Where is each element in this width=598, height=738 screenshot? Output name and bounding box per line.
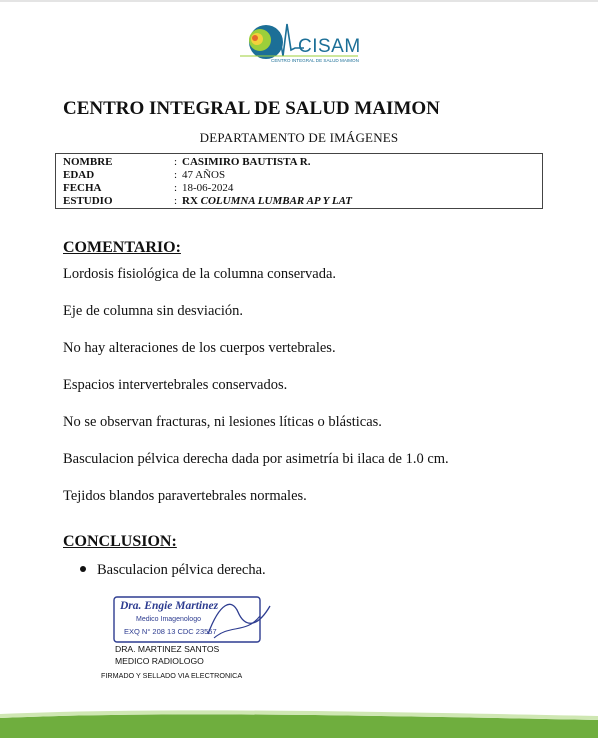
- signature-name: DRA. MARTINEZ SANTOS: [115, 644, 220, 654]
- logo-wordmark: CISAM: [298, 36, 361, 57]
- signature-note: FIRMADO Y SELLADO VIA ELECTRONICA: [101, 671, 243, 680]
- comentario-line: Eje de columna sin desviación.: [63, 303, 243, 319]
- comentario-line: No hay alteraciones de los cuerpos vertebrales.: [63, 340, 336, 356]
- info-value: [182, 194, 352, 208]
- info-separator: :: [174, 195, 178, 207]
- info-value: 47 AÑOS: [182, 169, 226, 181]
- bullet-icon: [80, 566, 86, 572]
- comentario-heading: COMENTARIO:: [63, 239, 181, 256]
- info-value: 18-06-2024: [182, 182, 234, 194]
- stamp-name: Dra. Engie Martinez: [120, 600, 219, 612]
- info-separator: :: [174, 182, 178, 194]
- page-top-border: [0, 0, 598, 2]
- comentario-line: No se observan fracturas, ni lesiones líticas o blásticas.: [63, 414, 382, 430]
- info-separator: :: [174, 156, 178, 168]
- study-name: COLUMNA LUMBAR AP Y LAT: [200, 195, 353, 207]
- comentario-line: Lordosis fisiológica de la columna conservada.: [63, 266, 337, 282]
- cisam-logo: [238, 18, 378, 68]
- comentario-line: Tejidos blandos paravertebrales normales.: [63, 488, 307, 504]
- info-label: FECHA: [63, 182, 102, 194]
- conclusion-heading: CONCLUSION:: [63, 533, 177, 550]
- comentario-line: Basculacion pélvica derecha dada por asimetría bi ilaca de 1.0 cm.: [63, 451, 449, 467]
- stamp-role: Medico Imagenologo: [136, 616, 201, 623]
- info-value: CASIMIRO BAUTISTA R.: [182, 156, 311, 168]
- conclusion-item: [80, 562, 266, 579]
- study-prefix: RX: [182, 195, 198, 207]
- patient-info-box: [55, 153, 543, 209]
- footer-wave-icon: [0, 700, 598, 738]
- stamp-license: EXQ N° 208 13 CDC 23557: [124, 627, 217, 636]
- comentario-line: Espacios intervertebrales conservados.: [63, 377, 288, 393]
- department-title: DEPARTAMENTO DE IMÁGENES: [199, 130, 399, 145]
- conclusion-item-text: Basculacion pélvica derecha.: [97, 562, 266, 578]
- signature-title: MEDICO RADIOLOGO: [115, 656, 204, 666]
- info-separator: :: [174, 169, 178, 181]
- doctor-stamp: [110, 594, 278, 646]
- info-label: ESTUDIO: [63, 195, 113, 207]
- page-title: CENTRO INTEGRAL DE SALUD MAIMON: [63, 98, 440, 119]
- logo-subtitle: CENTRO INTEGRAL DE SALUD MAIMON: [271, 58, 359, 63]
- info-label: NOMBRE: [63, 156, 113, 168]
- info-label: EDAD: [63, 169, 95, 181]
